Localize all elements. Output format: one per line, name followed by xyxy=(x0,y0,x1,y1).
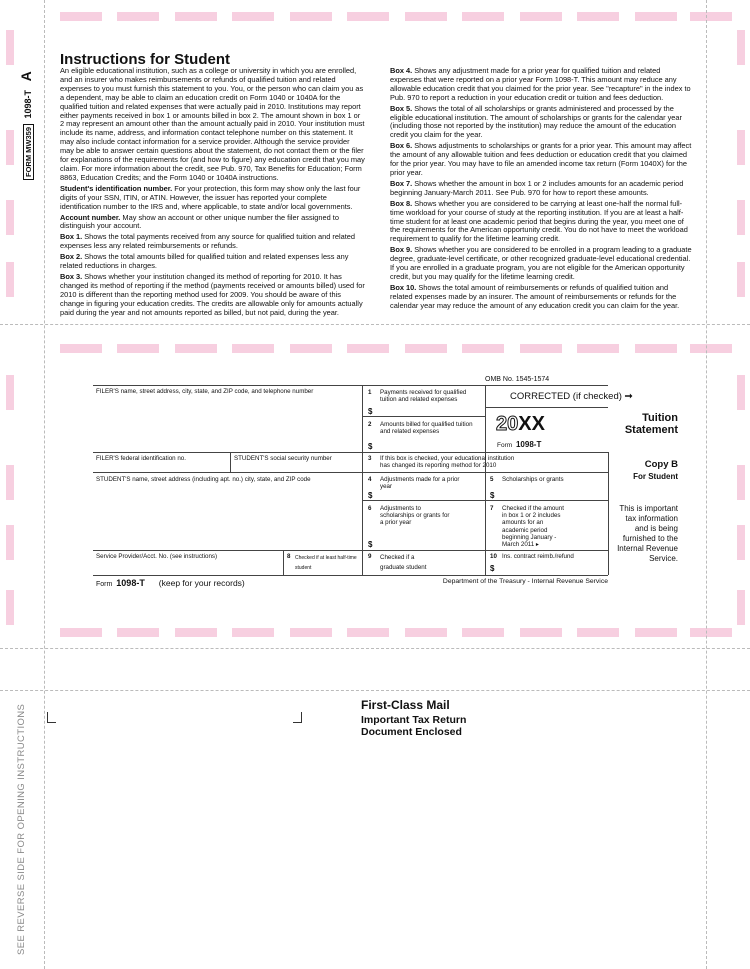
important-tax-return: Important Tax Return xyxy=(361,714,467,726)
instruction-heading: Box 7. xyxy=(390,178,413,188)
box5-number: 5 xyxy=(490,476,494,483)
box4-label: Adjustments made for a prior year xyxy=(380,476,460,491)
instruction-text: Shows any adjustment made for a prior year for qualified tuition and related expenses that were reported on a prior year Form 1098-T. This amount may reduce any allowable education credit that you claimed for the prior year. See "recapture" in the index to Pub. 970 to report a reduction in your education credit or tuition and fees deduction. xyxy=(390,66,691,102)
omb-number: OMB No. 1545-1574 xyxy=(485,376,550,383)
instruction-paragraph xyxy=(390,180,692,198)
corrected-label: CORRECTED (if checked) xyxy=(510,391,622,402)
instruction-paragraph xyxy=(60,214,365,232)
box6-field[interactable] xyxy=(376,538,482,548)
box4-dollar: $ xyxy=(368,491,373,500)
box9-checkbox[interactable] xyxy=(465,563,473,571)
document-enclosed: Document Enclosed xyxy=(361,726,462,738)
box10-field[interactable] xyxy=(498,562,604,574)
instruction-heading: Box 8. xyxy=(390,198,413,208)
window-corner-left xyxy=(47,712,56,723)
tax-year-outline: 20 xyxy=(496,413,519,435)
instruction-paragraph xyxy=(390,200,692,245)
box8-number: 8 xyxy=(287,553,291,560)
box1-number: 1 xyxy=(368,389,372,396)
side-form-name: 1098-T xyxy=(23,89,33,119)
box4-field[interactable] xyxy=(376,489,482,499)
box1-dollar: $ xyxy=(368,407,373,416)
box9-label: Checked if a graduate student xyxy=(380,554,427,571)
box5-field[interactable] xyxy=(498,489,604,499)
instruction-paragraph xyxy=(390,105,692,141)
form-footer-id xyxy=(96,578,245,588)
filer-name-field[interactable] xyxy=(94,398,360,450)
side-form-id xyxy=(18,71,34,180)
box2-label: Amounts billed for qualified tuition and related expenses xyxy=(380,421,473,436)
box6-dollar: $ xyxy=(368,540,373,549)
instructions-title: Instructions for Student xyxy=(60,51,230,68)
instruction-text: May show an account or other unique number the filer assigned to distinguish your account. xyxy=(60,212,339,231)
instruction-heading: Box 10. xyxy=(390,282,417,292)
copy-for-label: For Student xyxy=(633,472,678,481)
student-name-label: STUDENT'S name, street address (including apt. no.) city, state, and ZIP code xyxy=(96,476,311,483)
instruction-paragraph xyxy=(60,253,365,271)
box8-label: Checked if at least half-time student xyxy=(295,555,357,571)
footer-department: Department of the Treasury - Internal Revenue Service xyxy=(442,578,608,585)
footer-form-word: Form xyxy=(96,581,113,588)
instruction-heading: Box 5. xyxy=(390,103,413,113)
box10-number: 10 xyxy=(490,553,497,560)
instruction-paragraph xyxy=(60,67,365,183)
instruction-paragraph xyxy=(390,67,692,103)
instruction-paragraph xyxy=(390,284,692,311)
box3-number: 3 xyxy=(368,455,372,462)
form-title: Tuition Statement xyxy=(624,412,678,436)
instructions-right-column xyxy=(390,67,692,313)
box1-field[interactable] xyxy=(376,405,482,415)
instruction-text: Shows whether you are considered to be carrying at least one-half the normal full-time workload for your course of study at the reporting institution. If you are at least a half-time student for at least one academic period that begins during the year, you meet one of the requirements for the American opportunity credit. You do not have to meet the workload requirement to qualify for the lifetime learning credit. xyxy=(390,198,688,244)
box2-field[interactable] xyxy=(376,440,482,450)
tax-year-bold: XX xyxy=(518,413,545,435)
box6-label: Adjustments to scholarships or grants for a prior year xyxy=(380,505,450,527)
window-corner-right xyxy=(293,712,302,723)
arrow-right-icon: ➞ xyxy=(624,391,633,402)
instruction-heading: Box 6. xyxy=(390,141,413,151)
form-number-small xyxy=(497,440,541,449)
side-form-code: FORM MW359 xyxy=(23,124,34,180)
instruction-text: Shows whether the amount in box 1 or 2 includes amounts for an academic period beginning January-March 2011. See Pub. 970 for how to report these amounts. xyxy=(390,178,684,197)
instruction-text: Shows the total amount of reimbursements or refunds of qualified tuition and related expenses made by an insurer. The amount of reimbursements or refunds for the calendar year may reduce the amount of any education credit you can claim for the year. xyxy=(390,282,680,310)
instruction-heading: Student's identification number. xyxy=(60,183,173,193)
box10-label: Ins. contract reimb./refund xyxy=(502,553,574,560)
instruction-heading: Box 9. xyxy=(390,245,413,255)
corrected-checkbox[interactable] xyxy=(510,391,633,402)
envelope-mail-text xyxy=(361,698,466,738)
instruction-text: Shows the total amounts billed for qualified tuition and related expenses less any related reductions in charges. xyxy=(60,252,349,271)
box9-number: 9 xyxy=(368,553,372,560)
instruction-paragraph xyxy=(390,142,692,178)
instruction-text: Shows the total of all scholarships or grants administered and processed by the eligible educational institution. The amount of scholarships or grants for the calendar year (including those not reported by the institution) may reduce the amount of the education credit you claim for the year. xyxy=(390,103,682,140)
box8-checkbox[interactable] xyxy=(345,563,353,571)
form-name-small: 1098-T xyxy=(515,440,542,449)
instruction-text: Shows adjustments to scholarships or grants for a prior year. This amount may affect the amount of any allowable tuition and fees deduction or education credit that you claimed for the prior year. You may have to file an amended income tax return (Form 1040X) for the prior year. xyxy=(390,141,692,177)
instruction-heading: Box 2. xyxy=(60,252,83,262)
box5-label: Scholarships or grants xyxy=(502,476,564,483)
footer-keep-note: (keep for your records) xyxy=(158,578,245,588)
box7-label: Checked if the amount in box 1 or 2 includes amounts for an academic period beginning January - March 2011 ▸ xyxy=(502,505,564,549)
tax-year xyxy=(496,413,545,436)
instructions-left-column xyxy=(60,67,365,319)
box2-dollar: $ xyxy=(368,442,373,451)
copy-label: Copy B xyxy=(644,459,678,470)
filer-fid-field[interactable] xyxy=(94,463,228,471)
filer-fid-label: FILER'S federal identification no. xyxy=(96,455,186,462)
instruction-heading: Box 1. xyxy=(60,232,83,242)
instruction-text: Shows whether you are considered to be enrolled in a program leading to a graduate degree, graduate-level certificate, or other recognized graduate-level educational credential. If you are enrolled in a graduate program, you are not eligible for the American opportunity credit, but you may qualify for the lifetime learning credit. xyxy=(390,245,692,281)
side-letter: A xyxy=(18,71,34,82)
box7-number: 7 xyxy=(490,505,494,512)
filer-name-label: FILER'S name, street address, city, state, and ZIP code, and telephone number xyxy=(96,388,314,395)
student-ssn-label: STUDENT'S social security number xyxy=(234,455,332,462)
instruction-text: Shows the total payments received from any source for qualified tuition and related expenses less any related reimbursements or refunds. xyxy=(60,232,355,251)
box10-dollar: $ xyxy=(490,564,495,573)
instruction-heading: Box 4. xyxy=(390,66,413,75)
instruction-text: For your protection, this form may show only the last four digits of your SSN, ITIN, or ATIN. However, the issuer has reported your complete identification number to the IRS and, where applicable, to state and/or local governments. xyxy=(60,183,361,211)
student-ssn-field[interactable] xyxy=(232,463,360,471)
instruction-text: An eligible educational institution, such as a college or university in which you are enrolled, and an insurer who makes reimbursements or refunds of qualified tuition and related expenses to you must furnish this statement to you. You, or the person who can claim you as a dependent, may be able to claim an education credit on Form 1040 or 1040A for the qualified tuition and related expenses that were actually paid in 2010. Institutions may report either payments received in box 1 or amounts billed in box 2. The amount shown in box 1 or 2 may represent an amount other than the amount actually paid in 2010. Your institution must include its name, address, and information contact telephone number on this statement. It may also include contact information for a service provider. Although the service provider may be able to answer certain questions about the statement, do not contact them or the filer for explanations of the requirements for (and how to figure) any education credit that you may claim. For more information about the credit, see Pub. 970, Tax Benefits for Education; Form 8863, Education Credits; and the Form 1040 or 1040A instructions. xyxy=(60,66,365,182)
box7-checkbox[interactable] xyxy=(572,538,580,546)
instruction-heading: Box 3. xyxy=(60,271,83,281)
box3-checkbox[interactable] xyxy=(525,458,533,466)
box2-number: 2 xyxy=(368,421,372,428)
instruction-paragraph xyxy=(60,185,365,212)
student-name-field[interactable] xyxy=(94,486,360,548)
service-provider-field[interactable] xyxy=(94,562,280,574)
box4-number: 4 xyxy=(368,476,372,483)
instruction-heading: Account number. xyxy=(60,212,121,222)
form-word-small: Form xyxy=(497,442,513,449)
footer-form-name: 1098-T xyxy=(116,578,145,588)
service-provider-label: Service Provider/Acct. No. (see instructions) xyxy=(96,553,218,560)
box1-label: Payments received for qualified tuition and related expenses xyxy=(380,389,467,404)
instruction-paragraph xyxy=(390,246,692,282)
box5-dollar: $ xyxy=(490,491,495,500)
instruction-text: Shows whether your institution changed its method of reporting for 2010. It has changed its method of reporting if the method (payments received or amounts billed) used for 2010 is different than the reporting method used for 2009. You should be aware of this change in figuring your education credits. The credits are allowable only for amounts actually paid during the year and not amounts reported as billed, but not paid, during the year. xyxy=(60,271,365,317)
box6-number: 6 xyxy=(368,505,372,512)
instruction-paragraph xyxy=(60,233,365,251)
box3-label: If this box is checked, your educational institution has changed its reporting method for 2010 xyxy=(380,455,515,470)
instruction-paragraph xyxy=(60,273,365,318)
important-notice: This is important tax information and is being furnished to the Internal Revenue Service. xyxy=(617,504,678,563)
first-class-mail: First-Class Mail xyxy=(361,698,450,712)
side-reverse-note: SEE REVERSE SIDE FOR OPENING INSTRUCTIONS xyxy=(16,703,27,955)
